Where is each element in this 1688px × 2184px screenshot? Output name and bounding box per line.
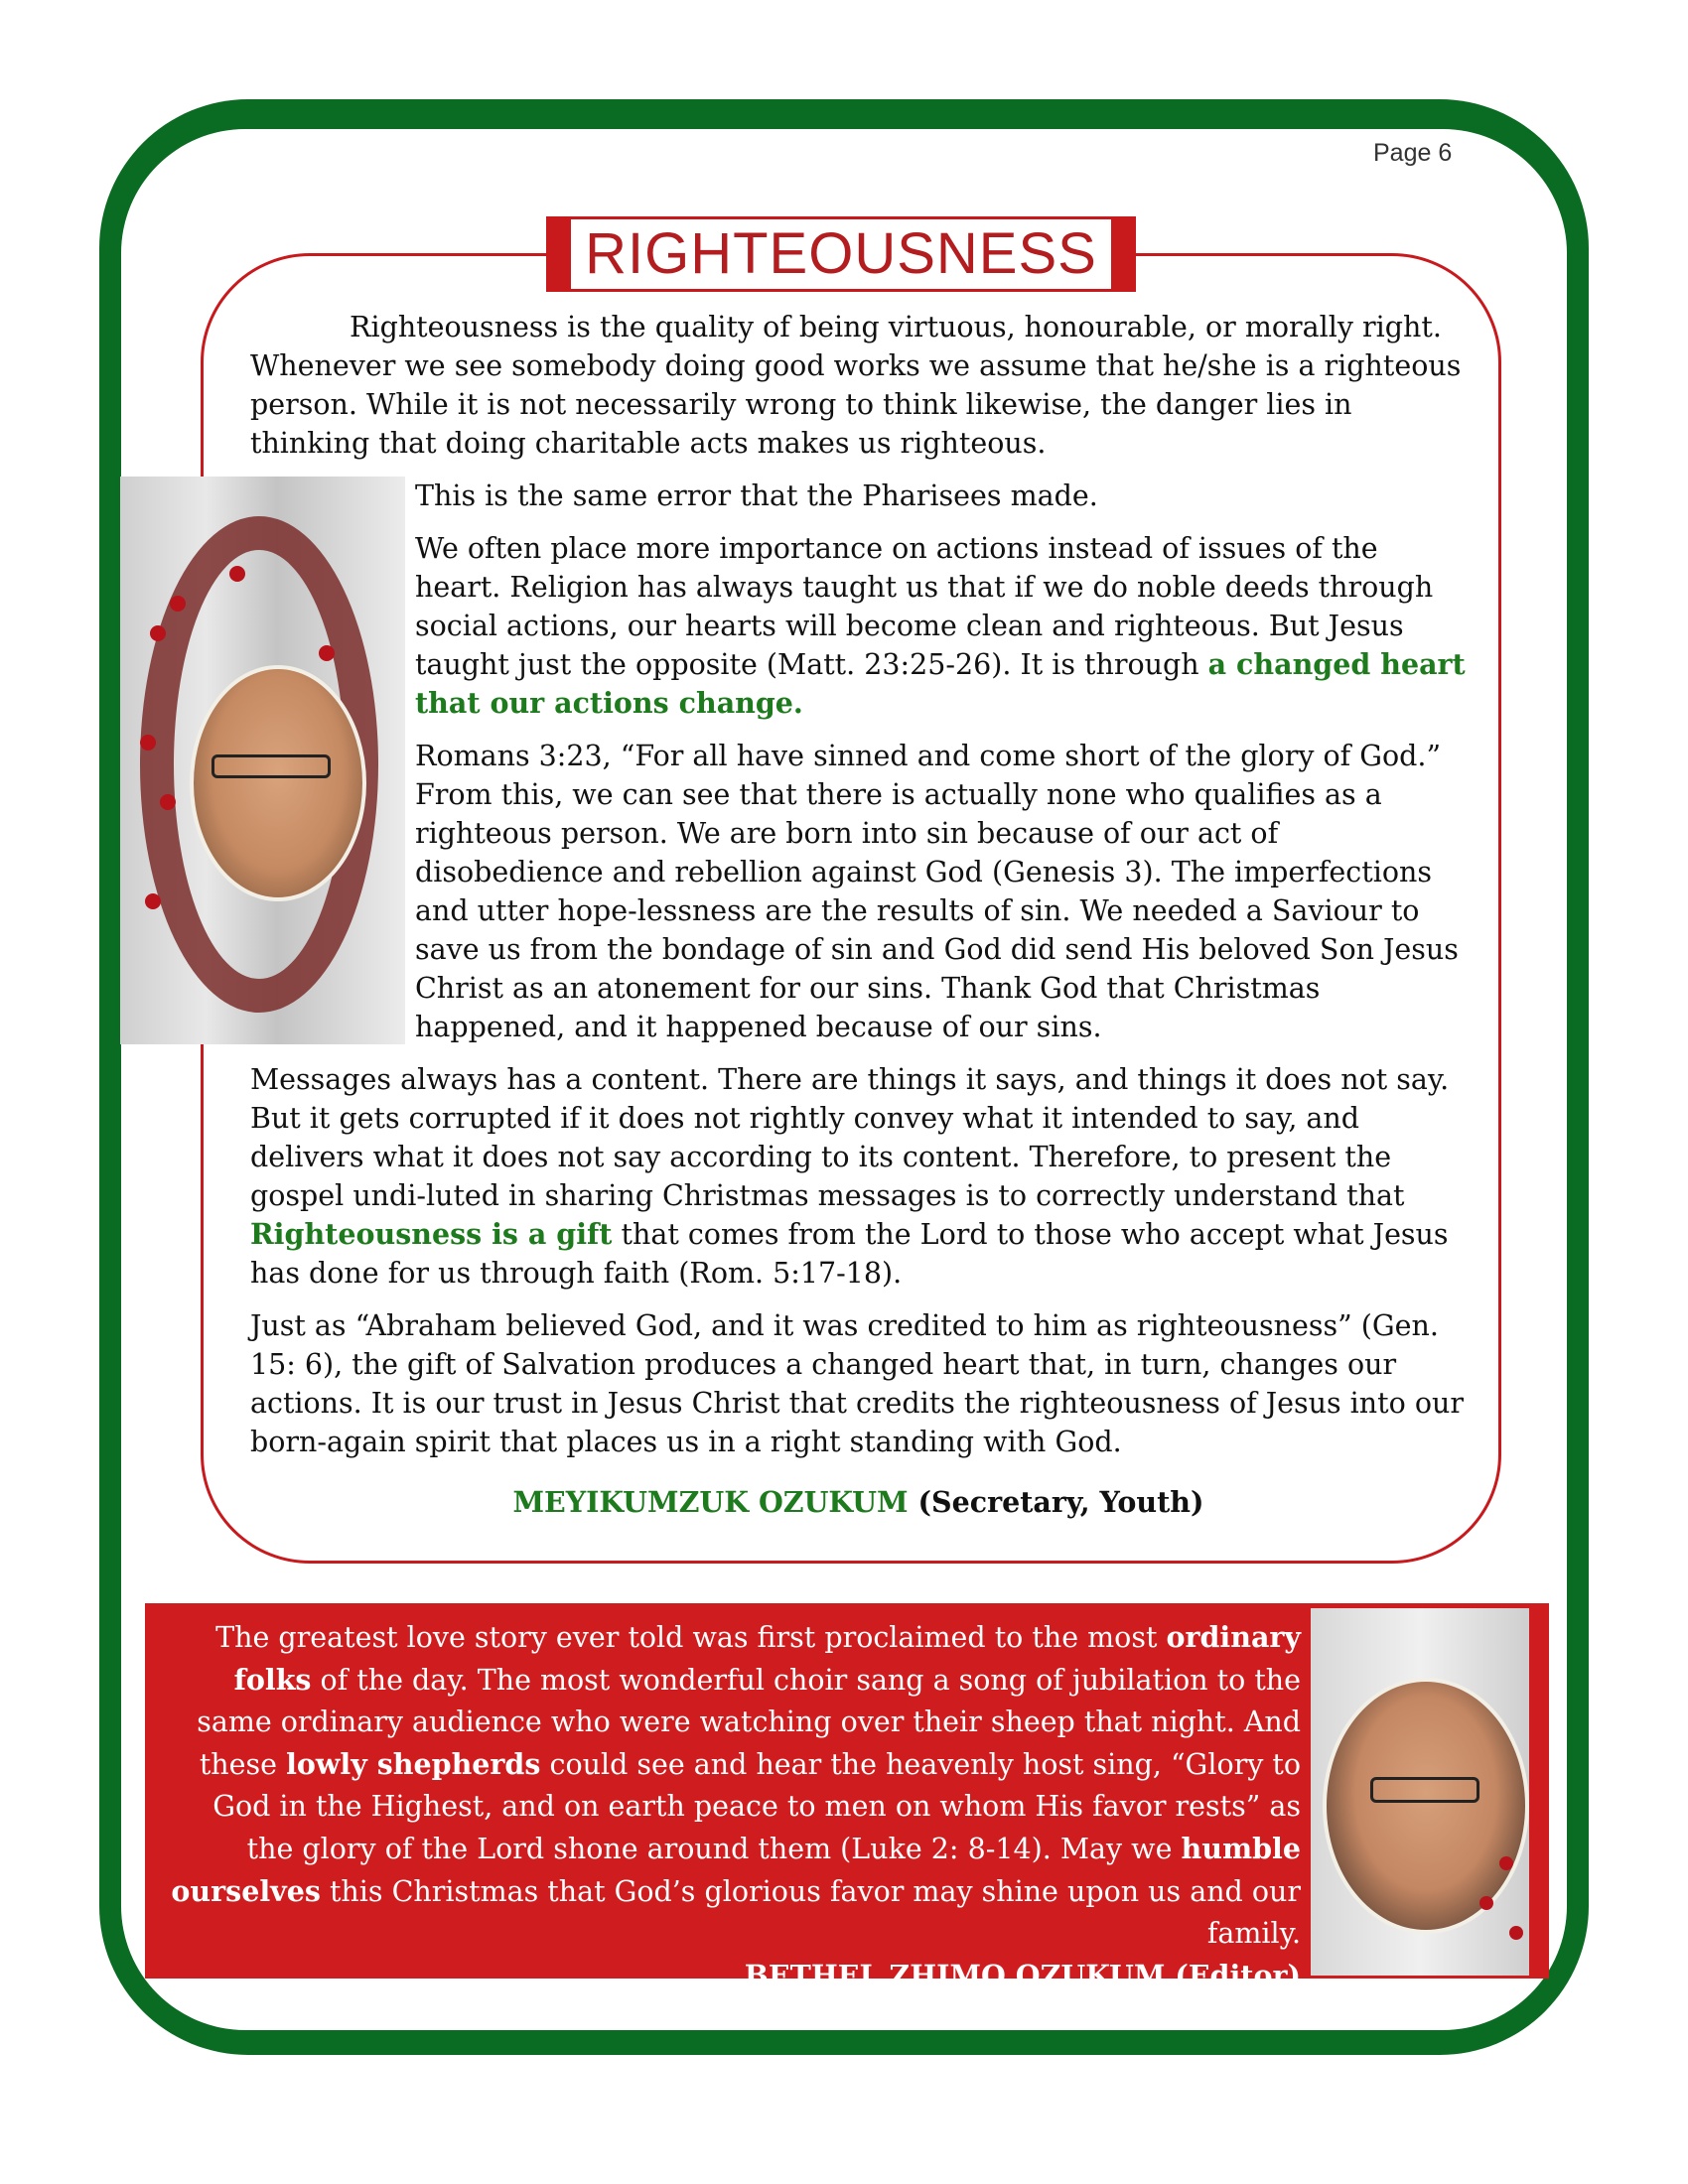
paragraph-intro: Righteousness is the quality of being virtuous, honourable, or morally right. Whenever we see somebody doing good works we assume that he/she is a righteous person. While it is not necessarily wrong to think likewise, the danger lies in thinking that doing charitable acts makes us righteous. — [250, 311, 1462, 460]
berry — [319, 645, 335, 661]
glasses — [1370, 1777, 1479, 1803]
highlight-changed-heart: a changed heart that our actions change. — [415, 647, 1466, 720]
article-title: RIGHTEOUSNESS — [571, 219, 1111, 289]
berry — [145, 893, 161, 909]
paragraph-abraham: Just as “Abraham believed God, and it was credited to him as righteousness” (Gen. 15: 6), the gift of Salvation produces a changed heart that, in turn, changes our actions. It is our trust in Jesus Christ that credits the righteousness of Jesus into our born-again spirit that places us in a right standing with God. — [250, 1309, 1464, 1458]
author-face — [190, 665, 366, 901]
berry — [1509, 1926, 1523, 1940]
editor-photo — [1311, 1608, 1529, 1976]
paragraph-actions: We often place more importance on actions instead of issues of the heart. Religion has always taught us that if we do noble deeds through social actions, our hearts will become clean and righteous. But Jesus taught just the opposite (Matt. 23:25-26). It is through a changed heart that our actions change. — [415, 532, 1466, 720]
paragraph-pharisees: This is the same error that the Pharisees made. — [415, 479, 1098, 512]
title-banner — [546, 216, 1136, 292]
berry — [1499, 1856, 1513, 1870]
berry — [160, 794, 176, 810]
berry — [140, 735, 156, 751]
editor-note-text: The greatest love story ever told was first proclaimed to the most ordinary folks of the day. The most wonderful choir sang a song of jubilation to the same ordinary audience who were watching over their sheep that night. And these lowly shepherds could see and hear the heavenly host sing, “Glory to God in the Highest, and on earth peace to men on whom His favor rests” as the glory of the Lord shone around them (Luke 2: 8-14). May we humble ourselves this Christmas that God’s glorious favor may shine upon us and our family. BETHEL ZHIMO OZUKUM (Editor) — [159, 1616, 1301, 1996]
paragraph-romans: Romans 3:23, “For all have sinned and come short of the glory of God.” From this, we can see that there is actually none who qualifies as a righteous person. We are born into sin because of our act of disobedience and rebellion against God (Genesis 3). The imperfections and utter hope-lessness are the results of sin. We needed a Saviour to save us from the bondage of sin and God did send His beloved Son Jesus Christ as an atonement for our sins. Thank God that Christmas happened, and it happened because of our sins. — [415, 740, 1459, 1043]
berry — [229, 566, 245, 582]
editor-face — [1323, 1678, 1529, 1934]
berry — [1479, 1896, 1493, 1910]
highlight-gift: Righteousness is a gift — [250, 1217, 613, 1251]
article-body — [250, 308, 1467, 1522]
berry — [150, 625, 166, 641]
berry — [170, 596, 186, 612]
paragraph-messages: Messages always has a content. There are things it says, and things it does not say. But it gets corrupted if it does not rightly convey what it intended to say, and delivers what it does not say according to its content. Therefore, to present the gospel undi-luted in sharing Christmas messages is to correctly understand that Righteousness is a gift that comes from the Lord to those who accept what Jesus has done for us through faith (Rom. 5:17-18). — [250, 1063, 1450, 1290]
author-photo — [120, 477, 405, 1044]
page-number: Page 6 — [1373, 139, 1453, 167]
author-byline: MEYIKUMZUK OZUKUM (Secretary, Youth) — [512, 1485, 1204, 1519]
editor-signature: BETHEL ZHIMO OZUKUM (Editor) — [744, 1959, 1301, 1992]
glasses — [211, 754, 331, 778]
